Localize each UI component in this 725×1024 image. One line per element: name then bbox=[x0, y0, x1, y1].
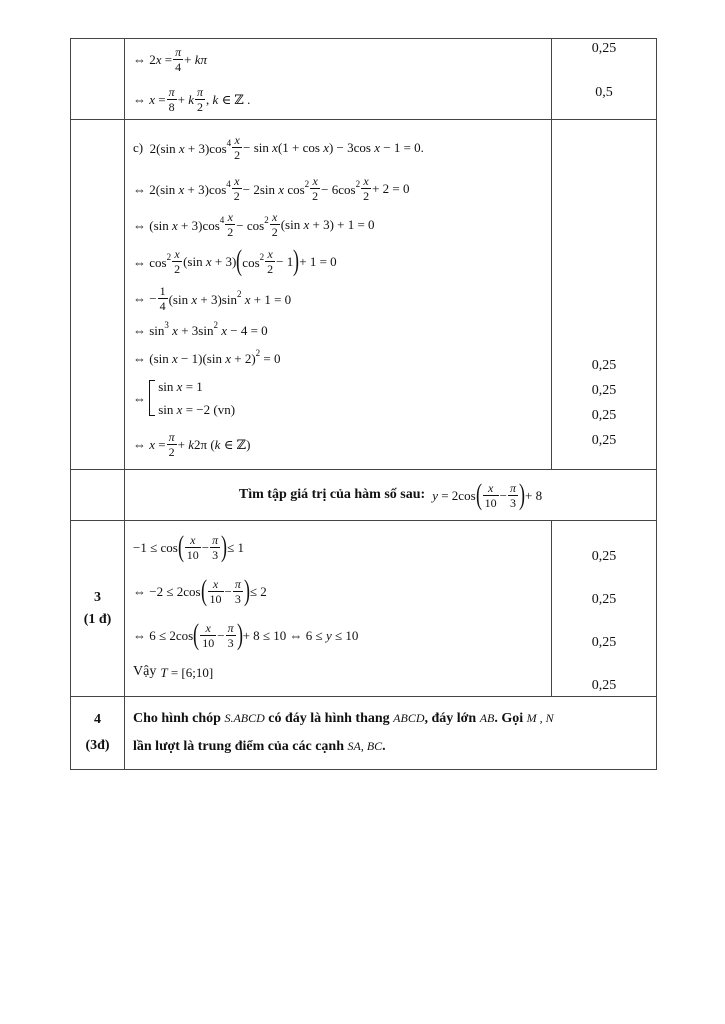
math-text: (sin $x + 3)\sin^2$ x + 1 = 0 bbox=[168, 289, 292, 307]
math-text: ⇔ (sin $x + 3)\cos^4$ bbox=[133, 215, 225, 233]
problem-text: có đáy là hình thang bbox=[268, 711, 390, 726]
math-text: ⇔ (sin x − 1)(sin x + 2)$^2$ = 0 bbox=[133, 348, 281, 366]
fraction: $\frac{x}{2}$ bbox=[312, 173, 319, 203]
problem-text: . Gọi bbox=[494, 711, 524, 726]
system-equation: sin x = 1 bbox=[158, 379, 203, 394]
score: 0,5 bbox=[595, 85, 613, 100]
solution-line bbox=[125, 120, 551, 170]
system-equation: sin x = −2 (vn) bbox=[158, 402, 236, 417]
math-text: S.ABCD bbox=[224, 711, 265, 725]
paren: ( bbox=[193, 618, 200, 651]
fraction: $\frac{\pi}{8}$ bbox=[168, 84, 175, 114]
table-row bbox=[71, 120, 657, 470]
math-text: + k2π (k ∈ ℤ) bbox=[177, 436, 251, 452]
math-text: − bbox=[499, 487, 507, 503]
math-text: ⇔ x = bbox=[133, 436, 166, 452]
fraction: $\frac{x}{2}$ bbox=[227, 209, 234, 239]
math-text: $\cos^2$ bbox=[242, 252, 265, 270]
paren: ( bbox=[177, 530, 184, 563]
paren: ( bbox=[236, 244, 243, 277]
fraction: $\frac{\pi}{3}$ bbox=[509, 480, 516, 510]
paren: ) bbox=[293, 244, 300, 277]
question-number-cell bbox=[71, 39, 125, 120]
math-text: SA, BC bbox=[347, 739, 383, 753]
solution-line bbox=[125, 569, 551, 613]
fraction: $\frac{\pi}{3}$ bbox=[212, 532, 219, 562]
solution-line bbox=[125, 39, 551, 79]
solution-line bbox=[125, 372, 551, 424]
paren: ) bbox=[236, 618, 243, 651]
score: 0,25 bbox=[591, 635, 617, 650]
solution-table bbox=[70, 38, 657, 770]
question-number-cell bbox=[71, 120, 125, 470]
math-text: ⇔ bbox=[133, 390, 150, 406]
math-text: ⇔ x = bbox=[133, 91, 166, 107]
question-number-cell bbox=[71, 470, 125, 521]
fraction: $\frac{1}{4}$ bbox=[159, 283, 166, 313]
math-text: − $\cos^2$ bbox=[236, 215, 269, 233]
paren: ) bbox=[243, 574, 250, 607]
paren: ) bbox=[519, 478, 525, 511]
solution-line bbox=[125, 521, 551, 569]
math-text: AB bbox=[479, 711, 495, 725]
math-text: − 1 bbox=[276, 253, 294, 269]
math-text: ⇔ −2 ≤ 2cos bbox=[133, 583, 201, 599]
math-text: − 2sin x $\cos^2$ bbox=[242, 179, 310, 197]
fraction: $\frac{\pi}{2}$ bbox=[197, 84, 204, 114]
score: 0,25 bbox=[591, 549, 617, 564]
math-text: + 8 bbox=[525, 487, 543, 503]
problem-text: . bbox=[382, 739, 386, 754]
fraction: $\frac{x}{10}$ bbox=[484, 480, 497, 510]
math-text: + 1 = 0 bbox=[299, 253, 337, 269]
math-text: (sin x + 3) + 1 = 0 bbox=[280, 216, 375, 232]
math-text: , k ∈ ℤ . bbox=[206, 91, 251, 107]
math-text: ⇔ $\cos^2$ bbox=[133, 252, 172, 270]
solution-line bbox=[125, 342, 551, 372]
math-text: − $6\cos^2$ bbox=[321, 179, 361, 197]
part-label: c) bbox=[133, 139, 144, 155]
math-text: −1 ≤ cos bbox=[133, 539, 178, 555]
fraction: $\frac{x}{10}$ bbox=[186, 532, 199, 562]
fraction: $\frac{x}{2}$ bbox=[363, 173, 370, 203]
fraction: $\frac{x}{2}$ bbox=[234, 132, 241, 162]
question-number: 3 bbox=[94, 589, 101, 605]
solution-line bbox=[125, 657, 551, 687]
paren: ) bbox=[221, 530, 228, 563]
score: 0,25 bbox=[591, 408, 617, 423]
solution-line bbox=[125, 170, 551, 206]
table-row bbox=[71, 470, 657, 521]
math-text: − bbox=[201, 539, 210, 555]
math-text: − bbox=[217, 627, 225, 643]
math-text: ⇔ 2x = bbox=[133, 51, 173, 67]
score: 0,25 bbox=[591, 433, 617, 448]
table-row bbox=[71, 39, 657, 120]
solution-line bbox=[125, 280, 551, 316]
solution-line bbox=[125, 242, 551, 280]
paren: ( bbox=[475, 478, 482, 511]
fraction: $\frac{x}{2}$ bbox=[267, 246, 274, 276]
solution-line bbox=[125, 424, 551, 464]
paren: ( bbox=[200, 574, 207, 607]
math-text: + kπ bbox=[184, 51, 208, 67]
math-text: ABCD bbox=[393, 711, 425, 725]
math-text: ⇔ − bbox=[133, 290, 157, 306]
conclusion-word: Vậy bbox=[133, 664, 157, 679]
system-bracket bbox=[149, 380, 155, 416]
math-text: + 2 = 0 bbox=[372, 180, 410, 196]
fraction: $\frac{\pi}{2}$ bbox=[168, 429, 175, 459]
fraction: $\frac{\pi}{3}$ bbox=[234, 576, 241, 606]
score: 0,25 bbox=[591, 678, 617, 693]
score: 0,25 bbox=[591, 383, 617, 398]
fraction: $\frac{x}{2}$ bbox=[174, 246, 181, 276]
solution-line bbox=[125, 79, 551, 119]
question-points: (3đ) bbox=[85, 738, 110, 753]
score: 0,25 bbox=[591, 592, 617, 607]
task-cell bbox=[125, 470, 657, 521]
score-cell bbox=[552, 521, 657, 697]
math-text: ⇔ $\sin^3 x + 3\sin^2$ x − 4 = 0 bbox=[133, 320, 268, 338]
solution-cell bbox=[125, 521, 552, 697]
math-text: − bbox=[224, 583, 232, 599]
fraction: $\frac{x}{10}$ bbox=[209, 576, 222, 606]
task-statement bbox=[125, 470, 656, 520]
math-text: ⇔ 6 ≤ 2cos bbox=[133, 627, 194, 643]
fraction: $\frac{x}{10}$ bbox=[202, 620, 215, 650]
problem-text: , đáy lớn bbox=[424, 711, 477, 726]
problem-statement bbox=[125, 697, 657, 770]
equation-system bbox=[149, 380, 235, 416]
math-text: + k bbox=[177, 91, 195, 107]
math-text: ≤ 1 bbox=[227, 539, 245, 555]
fraction: $\frac{\pi}{3}$ bbox=[227, 620, 234, 650]
math-text: (sin x + 3) bbox=[183, 253, 237, 269]
question-number-cell bbox=[71, 521, 125, 697]
solution-cell bbox=[125, 120, 552, 470]
solution-line bbox=[125, 316, 551, 342]
table-row bbox=[71, 521, 657, 697]
problem-text: Cho hình chóp bbox=[133, 711, 221, 726]
task-label: Tìm tập giá trị của hàm số sau: bbox=[238, 487, 426, 502]
fraction: $\frac{x}{2}$ bbox=[233, 173, 240, 203]
fraction: $\frac{x}{2}$ bbox=[271, 209, 278, 239]
fraction: $\frac{\pi}{4}$ bbox=[175, 44, 182, 74]
math-text: T = [6;10] bbox=[160, 664, 214, 680]
question-number-cell bbox=[71, 697, 125, 770]
problem-text: lần lượt là trung điểm của các cạnh bbox=[133, 739, 344, 754]
math-text: + 8 ≤ 10 ⇔ 6 ≤ y ≤ 10 bbox=[242, 627, 359, 643]
math-text: ≤ 2 bbox=[249, 583, 267, 599]
solution-line bbox=[125, 613, 551, 657]
math-text: y = 2cos bbox=[432, 487, 476, 503]
math-text: ⇔ 2(sin $x + 3)\cos^4$ bbox=[133, 179, 231, 197]
solution-line bbox=[125, 206, 551, 242]
table-row bbox=[71, 697, 657, 770]
math-text: − sin x(1 + cos x) − 3cos x − 1 = 0. bbox=[243, 139, 424, 155]
question-points: (1 đ) bbox=[83, 611, 112, 627]
score: 0,25 bbox=[591, 358, 617, 373]
score: 0,25 bbox=[591, 41, 617, 56]
solution-cell bbox=[125, 39, 552, 120]
question-number: 4 bbox=[94, 712, 101, 727]
score-cell bbox=[552, 39, 657, 120]
math-text: 2(sin $x + 3)\cos^4$ bbox=[149, 138, 232, 156]
score-cell bbox=[552, 120, 657, 470]
math-text: M , N bbox=[526, 711, 554, 725]
